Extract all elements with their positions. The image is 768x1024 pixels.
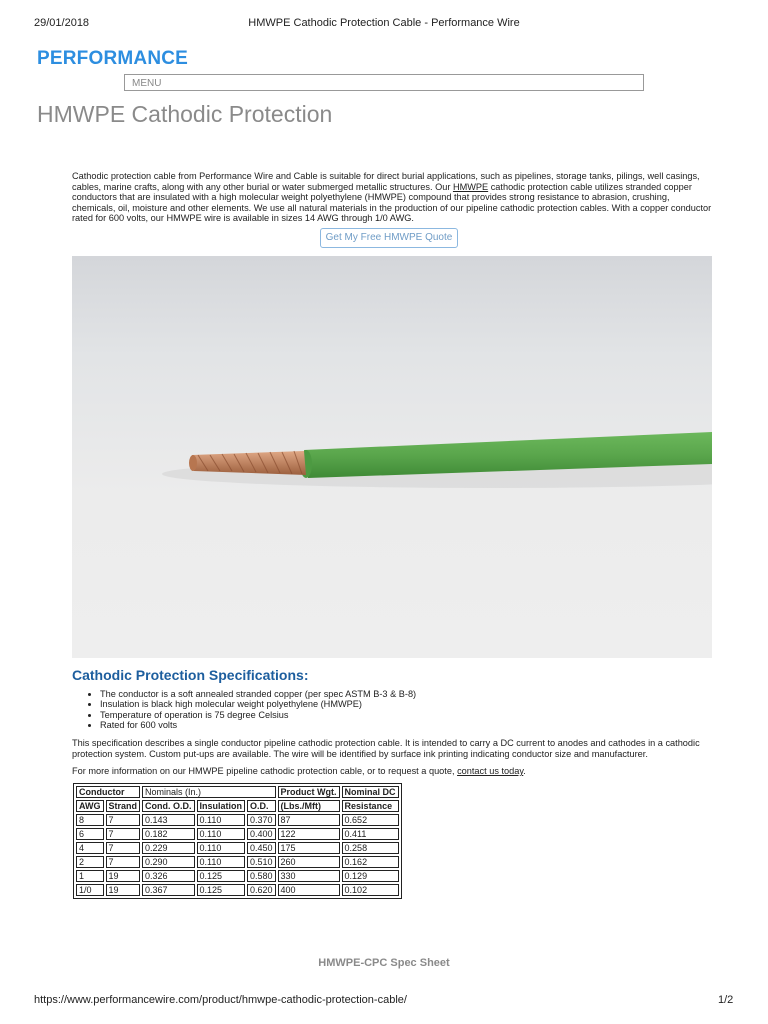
page-title: HMWPE Cathodic Protection [37,101,333,127]
more-info-end: . [523,766,526,776]
print-footer-url: https://www.performancewire.com/product/hmwpe-cathodic-protection-cable/ [34,994,407,1006]
menu-button[interactable]: MENU [124,74,644,91]
table-row [76,842,399,854]
table-cell: 0.162 [342,856,399,868]
specifications-heading: Cathodic Protection Specifications: [72,667,309,683]
table-cell: 0.110 [197,814,246,826]
table-column-header-row [76,800,399,812]
spec-item: • Insulation is black high molecular weight polyethylene (HMWPE) [100,699,700,709]
table-group-header-row [76,786,399,798]
table-cell: 0.258 [342,842,399,854]
col-header-od: O.D. [247,800,276,812]
table-cell: 0.110 [197,828,246,840]
table-row [76,814,399,826]
table-cell: 0.129 [342,870,399,882]
table-cell: 400 [278,884,340,896]
table-row [76,828,399,840]
hmwpe-link[interactable]: HMWPE [452,181,489,192]
table-cell: 7 [106,814,141,826]
table-cell: 1 [76,870,104,882]
table-row [76,856,399,868]
table-cell: 0.290 [142,856,195,868]
more-info-text: For more information on our HMWPE pipeline cathodic protection cable, or to request a quote, [72,766,458,776]
header-conductor: Conductor [76,786,140,798]
table-cell: 175 [278,842,340,854]
spec-item: • The conductor is a soft annealed stranded copper (per spec ASTM B-3 & B-8) [100,689,700,699]
table-cell: 0.125 [197,870,246,882]
intro-text-after: cathodic protection cable utilizes stranded copper conductors that are insulated with a high molecular weight polyethylene (HMWPE) compound that provides strong resistance to abrasion, crushing, chemicals, oil, moisture and other elements. We use all natural materials in the production of our pipeline cathodic protection cables. With a copper conductor rated for 600 volts, our HMWPE wire is available in sizes 14 AWG through 1/0 AWG. [72,181,712,224]
table-cell: 0.102 [342,884,399,896]
spec-list [72,689,700,731]
spec-sheet-title: HMWPE-CPC Spec Sheet [318,957,450,969]
table-cell: 1/0 [76,884,104,896]
free-quote-button[interactable]: Get My Free HMWPE Quote [320,228,458,248]
contact-us-link[interactable]: contact us today [457,766,524,776]
table-cell: 0.125 [197,884,246,896]
table-cell: 330 [278,870,340,882]
table-cell: 0.326 [142,870,195,882]
col-header-weight: (Lbs./Mft) [278,800,340,812]
table-cell: 0.652 [342,814,399,826]
table-row [76,870,399,882]
cable-product-photo [72,256,712,658]
col-header-awg: AWG [76,800,104,812]
table-cell: 260 [278,856,340,868]
site-logo[interactable]: PERFORMANCE [37,48,189,69]
print-header-title: HMWPE Cathodic Protection Cable - Performance Wire [248,17,520,29]
table-cell: 4 [76,842,104,854]
table-cell: 0.400 [247,828,276,840]
description-paragraph: This specification describes a single conductor pipeline cathodic protection cable. It is intended to carry a DC current to anodes and cathodes in a cathodic protection system. Custom put-ups are available. The wire will be identified by surface ink printing indicating conductor size and manufacturer. [72,738,700,759]
table-cell: 2 [76,856,104,868]
table-cell: 122 [278,828,340,840]
spec-item: • Rated for 600 volts [100,720,700,730]
table-cell: 0.229 [142,842,195,854]
table-cell: 19 [106,884,141,896]
cable-illustration [72,256,712,658]
table-cell: 7 [106,828,141,840]
col-header-insulation: Insulation [197,800,246,812]
table-cell: 7 [106,842,141,854]
table-cell: 7 [106,856,141,868]
spec-item: • Temperature of operation is 75 degree Celsius [100,710,700,720]
intro-paragraph [72,171,712,224]
header-nominals: Nominals (In.) [142,786,276,798]
table-cell: 0.110 [197,856,246,868]
col-header-strand: Strand [106,800,141,812]
table-cell: 8 [76,814,104,826]
table-cell: 0.370 [247,814,276,826]
table-cell: 0.411 [342,828,399,840]
table-cell: 19 [106,870,141,882]
table-cell: 0.450 [247,842,276,854]
header-product-weight: Product Wgt. [278,786,340,798]
more-info-paragraph [72,766,712,776]
table-cell: 0.510 [247,856,276,868]
print-header-date: 29/01/2018 [34,17,90,29]
table-cell: 0.143 [142,814,195,826]
table-cell: 6 [76,828,104,840]
table-cell: 87 [278,814,340,826]
table-cell: 0.620 [247,884,276,896]
table-cell: 0.182 [142,828,195,840]
print-footer-page-number: 1/2 [718,994,734,1006]
spec-table [73,783,402,899]
table-cell: 0.580 [247,870,276,882]
col-header-resistance: Resistance [342,800,399,812]
table-cell: 0.110 [197,842,246,854]
header-nominal-dc: Nominal DC [342,786,399,798]
table-cell: 0.367 [142,884,195,896]
intro-text-before: Cathodic protection cable from Performance Wire and Cable is suitable for direct burial applications, such as pipelines, storage tanks, pilings, well casings, cables, marine crafts, along with any other burial or water submerged metallic structures. Our [72,171,700,192]
col-header-cond-od: Cond. O.D. [142,800,195,812]
table-row [76,884,399,896]
